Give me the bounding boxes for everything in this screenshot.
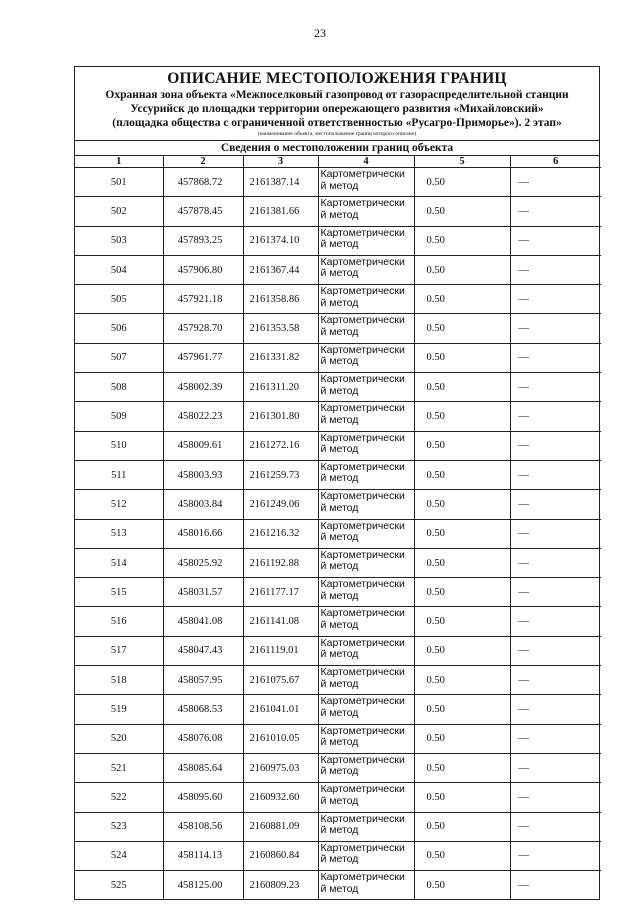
table-row — [75, 197, 601, 226]
precision-cell: 0.50 — [414, 607, 510, 636]
boundary-description-document — [74, 66, 600, 900]
method-cell: Картометрически й метод — [318, 519, 414, 548]
table-row — [75, 607, 601, 636]
precision-cell: 0.50 — [414, 431, 510, 460]
point-description-cell: — — [510, 314, 601, 343]
y-coordinate-cell: 2161216.32 — [243, 519, 318, 548]
table-row — [75, 255, 601, 284]
point-number-cell: 510 — [75, 431, 163, 460]
point-description-cell: — — [510, 460, 601, 489]
precision-cell: 0.50 — [414, 548, 510, 577]
x-coordinate-cell: 457921.18 — [163, 285, 243, 314]
point-number-cell: 512 — [75, 490, 163, 519]
method-cell: Картометрически й метод — [318, 666, 414, 695]
table-row — [75, 724, 601, 753]
column-header-1: 1 — [75, 156, 163, 168]
x-coordinate-cell: 458047.43 — [163, 636, 243, 665]
table-row — [75, 812, 601, 841]
x-coordinate-cell: 457878.45 — [163, 197, 243, 226]
method-cell: Картометрически й метод — [318, 373, 414, 402]
table-row — [75, 226, 601, 255]
method-cell: Картометрически й метод — [318, 490, 414, 519]
method-cell: Картометрически й метод — [318, 636, 414, 665]
point-number-cell: 506 — [75, 314, 163, 343]
y-coordinate-cell: 2160881.09 — [243, 812, 318, 841]
point-number-cell: 518 — [75, 666, 163, 695]
point-description-cell: — — [510, 402, 601, 431]
point-number-cell: 503 — [75, 226, 163, 255]
y-coordinate-cell: 2161119.01 — [243, 636, 318, 665]
x-coordinate-cell: 458003.93 — [163, 460, 243, 489]
point-description-cell: — — [510, 636, 601, 665]
point-number-cell: 507 — [75, 343, 163, 372]
x-coordinate-cell: 457961.77 — [163, 343, 243, 372]
document-title: ОПИСАНИЕ МЕСТОПОЛОЖЕНИЯ ГРАНИЦ — [167, 70, 507, 87]
x-coordinate-cell: 457868.72 — [163, 168, 243, 197]
table-header-row — [75, 156, 601, 168]
precision-cell: 0.50 — [414, 168, 510, 197]
table-row — [75, 841, 601, 870]
y-coordinate-cell: 2161010.05 — [243, 724, 318, 753]
precision-cell: 0.50 — [414, 373, 510, 402]
precision-cell: 0.50 — [414, 490, 510, 519]
y-coordinate-cell: 2161301.80 — [243, 402, 318, 431]
table-row — [75, 666, 601, 695]
point-description-cell: — — [510, 841, 601, 870]
object-name-caption: (наименование объекта, местоположение границ которого описано) — [257, 131, 417, 137]
point-description-cell: — — [510, 255, 601, 284]
point-description-cell: — — [510, 373, 601, 402]
y-coordinate-cell: 2161192.88 — [243, 548, 318, 577]
precision-cell: 0.50 — [414, 314, 510, 343]
method-cell: Картометрически й метод — [318, 431, 414, 460]
point-description-cell: — — [510, 285, 601, 314]
y-coordinate-cell: 2161272.16 — [243, 431, 318, 460]
x-coordinate-cell: 458076.08 — [163, 724, 243, 753]
table-row — [75, 548, 601, 577]
method-cell: Картометрически й метод — [318, 724, 414, 753]
point-description-cell: — — [510, 871, 601, 900]
y-coordinate-cell: 2160932.60 — [243, 783, 318, 812]
precision-cell: 0.50 — [414, 753, 510, 782]
object-name-line-1: Охранная зона объекта «Межпоселковый газопровод от газораспределительной станции — [105, 89, 569, 101]
precision-cell: 0.50 — [414, 343, 510, 372]
precision-cell: 0.50 — [414, 871, 510, 900]
table-row — [75, 460, 601, 489]
y-coordinate-cell: 2161367.44 — [243, 255, 318, 284]
x-coordinate-cell: 458016.66 — [163, 519, 243, 548]
document-heading — [75, 67, 599, 141]
point-description-cell: — — [510, 431, 601, 460]
table-row — [75, 753, 601, 782]
precision-cell: 0.50 — [414, 460, 510, 489]
table-row — [75, 695, 601, 724]
y-coordinate-cell: 2161374.10 — [243, 226, 318, 255]
column-header-4: 4 — [318, 156, 414, 168]
x-coordinate-cell: 457893.25 — [163, 226, 243, 255]
point-number-cell: 505 — [75, 285, 163, 314]
table-row — [75, 314, 601, 343]
table-row — [75, 783, 601, 812]
method-cell: Картометрически й метод — [318, 197, 414, 226]
page-number: 23 — [314, 26, 326, 40]
x-coordinate-cell: 458095.60 — [163, 783, 243, 812]
column-header-6: 6 — [510, 156, 601, 168]
y-coordinate-cell: 2161353.58 — [243, 314, 318, 343]
y-coordinate-cell: 2161259.73 — [243, 460, 318, 489]
method-cell: Картометрически й метод — [318, 314, 414, 343]
y-coordinate-cell: 2161381.66 — [243, 197, 318, 226]
y-coordinate-cell: 2160809.23 — [243, 871, 318, 900]
x-coordinate-cell: 458041.08 — [163, 607, 243, 636]
precision-cell: 0.50 — [414, 255, 510, 284]
point-number-cell: 522 — [75, 783, 163, 812]
table-row — [75, 168, 601, 197]
point-description-cell: — — [510, 783, 601, 812]
point-description-cell: — — [510, 724, 601, 753]
y-coordinate-cell: 2161075.67 — [243, 666, 318, 695]
section-title: Сведения о местоположении границ объекта — [75, 141, 599, 156]
method-cell: Картометрически й метод — [318, 460, 414, 489]
point-number-cell: 525 — [75, 871, 163, 900]
table-body — [75, 168, 601, 900]
y-coordinate-cell: 2160975.03 — [243, 753, 318, 782]
point-number-cell: 511 — [75, 460, 163, 489]
method-cell: Картометрически й метод — [318, 578, 414, 607]
x-coordinate-cell: 458025.92 — [163, 548, 243, 577]
table-row — [75, 871, 601, 900]
table-row — [75, 285, 601, 314]
point-number-cell: 521 — [75, 753, 163, 782]
point-description-cell: — — [510, 578, 601, 607]
point-number-cell: 504 — [75, 255, 163, 284]
method-cell: Картометрически й метод — [318, 783, 414, 812]
precision-cell: 0.50 — [414, 285, 510, 314]
table-row — [75, 578, 601, 607]
method-cell: Картометрически й метод — [318, 343, 414, 372]
point-description-cell: — — [510, 168, 601, 197]
y-coordinate-cell: 2160860.84 — [243, 841, 318, 870]
x-coordinate-cell: 458002.39 — [163, 373, 243, 402]
point-number-cell: 516 — [75, 607, 163, 636]
boundary-points-table — [75, 156, 601, 899]
point-number-cell: 524 — [75, 841, 163, 870]
precision-cell: 0.50 — [414, 578, 510, 607]
x-coordinate-cell: 457906.80 — [163, 255, 243, 284]
x-coordinate-cell: 458031.57 — [163, 578, 243, 607]
x-coordinate-cell: 458057.95 — [163, 666, 243, 695]
precision-cell: 0.50 — [414, 402, 510, 431]
column-header-2: 2 — [163, 156, 243, 168]
point-description-cell: — — [510, 548, 601, 577]
object-name-line-3: (площадка общества с ограниченной ответственностью «Русагро-Приморье»). 2 этап» — [112, 117, 562, 129]
point-number-cell: 520 — [75, 724, 163, 753]
point-number-cell: 523 — [75, 812, 163, 841]
point-description-cell: — — [510, 695, 601, 724]
method-cell: Картометрически й метод — [318, 812, 414, 841]
y-coordinate-cell: 2161177.17 — [243, 578, 318, 607]
method-cell: Картометрически й метод — [318, 402, 414, 431]
precision-cell: 0.50 — [414, 812, 510, 841]
precision-cell: 0.50 — [414, 695, 510, 724]
x-coordinate-cell: 457928.70 — [163, 314, 243, 343]
point-number-cell: 509 — [75, 402, 163, 431]
method-cell: Картометрически й метод — [318, 548, 414, 577]
point-number-cell: 515 — [75, 578, 163, 607]
method-cell: Картометрически й метод — [318, 607, 414, 636]
point-number-cell: 514 — [75, 548, 163, 577]
point-description-cell: — — [510, 666, 601, 695]
y-coordinate-cell: 2161141.08 — [243, 607, 318, 636]
table-row — [75, 431, 601, 460]
point-number-cell: 519 — [75, 695, 163, 724]
object-name-line-2: Уссурийск до площадки территории опережающего развития «Михайловский» — [130, 103, 544, 115]
point-description-cell: — — [510, 607, 601, 636]
precision-cell: 0.50 — [414, 636, 510, 665]
precision-cell: 0.50 — [414, 226, 510, 255]
y-coordinate-cell: 2161311.20 — [243, 373, 318, 402]
point-number-cell: 501 — [75, 168, 163, 197]
precision-cell: 0.50 — [414, 841, 510, 870]
x-coordinate-cell: 458022.23 — [163, 402, 243, 431]
method-cell: Картометрически й метод — [318, 285, 414, 314]
y-coordinate-cell: 2161331.82 — [243, 343, 318, 372]
table-row — [75, 636, 601, 665]
x-coordinate-cell: 458108.56 — [163, 812, 243, 841]
method-cell: Картометрически й метод — [318, 753, 414, 782]
column-header-3: 3 — [243, 156, 318, 168]
y-coordinate-cell: 2161041.01 — [243, 695, 318, 724]
method-cell: Картометрически й метод — [318, 168, 414, 197]
x-coordinate-cell: 458003.84 — [163, 490, 243, 519]
table-row — [75, 343, 601, 372]
method-cell: Картометрически й метод — [318, 695, 414, 724]
point-description-cell: — — [510, 519, 601, 548]
method-cell: Картометрически й метод — [318, 841, 414, 870]
column-header-5: 5 — [414, 156, 510, 168]
y-coordinate-cell: 2161358.86 — [243, 285, 318, 314]
point-description-cell: — — [510, 490, 601, 519]
x-coordinate-cell: 458068.53 — [163, 695, 243, 724]
x-coordinate-cell: 458125.00 — [163, 871, 243, 900]
point-description-cell: — — [510, 812, 601, 841]
precision-cell: 0.50 — [414, 197, 510, 226]
y-coordinate-cell: 2161387.14 — [243, 168, 318, 197]
point-number-cell: 513 — [75, 519, 163, 548]
y-coordinate-cell: 2161249.06 — [243, 490, 318, 519]
point-description-cell: — — [510, 197, 601, 226]
method-cell: Картометрически й метод — [318, 226, 414, 255]
precision-cell: 0.50 — [414, 666, 510, 695]
precision-cell: 0.50 — [414, 519, 510, 548]
method-cell: Картометрически й метод — [318, 871, 414, 900]
point-description-cell: — — [510, 226, 601, 255]
point-description-cell: — — [510, 343, 601, 372]
precision-cell: 0.50 — [414, 783, 510, 812]
table-row — [75, 373, 601, 402]
method-cell: Картометрически й метод — [318, 255, 414, 284]
table-row — [75, 490, 601, 519]
table-row — [75, 402, 601, 431]
point-number-cell: 502 — [75, 197, 163, 226]
x-coordinate-cell: 458114.13 — [163, 841, 243, 870]
point-description-cell: — — [510, 753, 601, 782]
x-coordinate-cell: 458085.64 — [163, 753, 243, 782]
point-number-cell: 517 — [75, 636, 163, 665]
x-coordinate-cell: 458009.61 — [163, 431, 243, 460]
precision-cell: 0.50 — [414, 724, 510, 753]
table-row — [75, 519, 601, 548]
point-number-cell: 508 — [75, 373, 163, 402]
